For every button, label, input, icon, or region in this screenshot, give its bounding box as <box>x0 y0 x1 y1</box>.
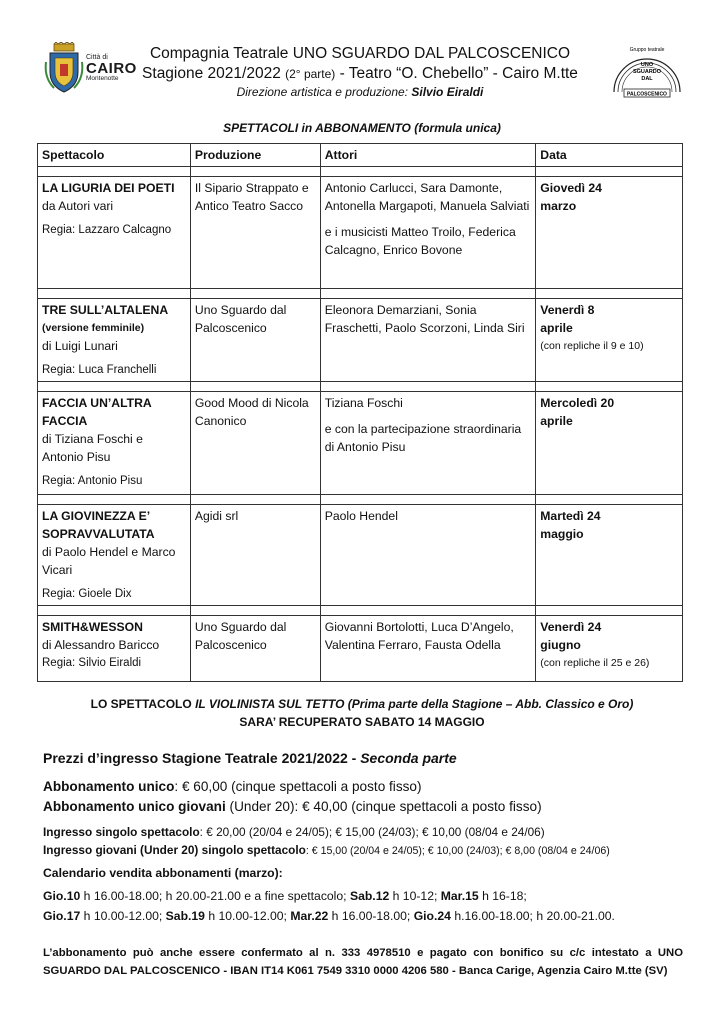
show-subtitle: (versione femminile) <box>42 322 145 334</box>
calendar-day: Sab.19 <box>165 909 205 923</box>
table-header-row <box>38 144 683 167</box>
date-month: marzo <box>540 199 577 213</box>
cell-show <box>38 392 191 495</box>
date-day: Mercoledì 20 <box>540 396 615 410</box>
table-row <box>38 392 683 495</box>
date-note: (con repliche il 25 e 26) <box>540 657 650 669</box>
table-row <box>38 299 683 382</box>
show-author: di Paolo Hendel e Marco Vicari <box>42 545 176 577</box>
cell-date <box>536 177 683 289</box>
show-author: di Tiziana Foschi e Antonio Pisu <box>42 432 143 464</box>
logo-line-1: UNO <box>640 62 654 68</box>
calendar-day: Mar.15 <box>440 889 479 903</box>
season-line <box>130 64 590 84</box>
show-author: da Autori vari <box>42 199 114 213</box>
company-logo-icon <box>608 40 686 100</box>
table-spacer-row <box>38 495 683 505</box>
subscription-prices <box>43 777 542 817</box>
actors-list: Tiziana Foschi <box>324 396 403 410</box>
show-title: TRE SULL’ALTALENA <box>42 303 169 317</box>
notice-line-2: SARA’ RECUPERATO SABATO 14 MAGGIO <box>239 715 485 729</box>
date-month: aprile <box>540 321 573 335</box>
rescheduled-notice <box>0 695 724 731</box>
direction-line <box>130 84 590 100</box>
calendar-hours: h 10.00-12.00; <box>204 909 291 923</box>
payment-footer: L’abbonamento può anche essere confermato al n. 333 4978510 e pagato con bonifico su c/c intestato a UNO SGUARDO DAL PALCOSCENICO - IBAN IT14 K061 7549 3310 0000 4206 580 - Banca Carige, Agenzia Cairo M.tte (SV) <box>43 947 683 977</box>
table-row <box>38 505 683 606</box>
shows-table <box>37 143 683 682</box>
notice-show-title: IL VIOLINISTA SUL TETTO <box>195 697 345 711</box>
table-row <box>38 177 683 289</box>
logo-line-3: DAL <box>641 76 653 82</box>
calendar-day: Sab.12 <box>349 889 390 903</box>
calendar-schedule <box>43 886 693 926</box>
actors-extra: e con la partecipazione straordinaria di Antonio Pisu <box>324 422 522 454</box>
city-crest-icon <box>44 42 84 94</box>
season-theatre: - Teatro “O. Chebello” - Cairo M.tte <box>339 65 578 82</box>
calendar-day: Gio.24 <box>413 909 451 923</box>
notice-part-c: (Prima parte della Stagione – Abb. Classico e Oro) <box>347 697 634 711</box>
calendar-hours: h.16.00-18.00; h 20.00-21.00. <box>450 909 615 923</box>
calendar-hours: h 10.00-12.00; <box>80 909 166 923</box>
date-day: Venerdì 8 <box>540 303 595 317</box>
date-note: (con repliche il 9 e 10) <box>540 340 644 352</box>
prices-title-b: Seconda parte <box>360 750 457 766</box>
cell-production: Agidi srl <box>190 505 320 606</box>
ing1-label: Ingresso singolo spettacolo <box>43 825 200 839</box>
date-month: aprile <box>540 414 573 428</box>
page-header <box>0 36 724 106</box>
company-name: Compagnia Teatrale UNO SGUARDO DAL PALCOSCENICO <box>149 45 571 62</box>
city-name: CAIRO <box>86 60 137 77</box>
calendar-hours: h 16-18; <box>478 889 527 903</box>
table-spacer-row <box>38 382 683 392</box>
date-month: maggio <box>540 527 584 541</box>
city-suffix: Montenotte <box>86 75 119 82</box>
show-title: FACCIA UN’ALTRA FACCIA <box>42 396 152 428</box>
notice-part-a: LO SPETTACOLO <box>90 697 192 711</box>
show-director: Regia: Luca Franchelli <box>42 364 157 376</box>
logo-top-text: Gruppo teatrale <box>629 47 665 53</box>
date-month: giugno <box>540 638 581 652</box>
ing2-label: Ingresso giovani (Under 20) singolo spettacolo <box>43 843 306 857</box>
prices-title <box>43 750 457 766</box>
cell-date <box>536 616 683 682</box>
ing1-value: : € 20,00 (20/04 e 24/05); € 15,00 (24/03); € 10,00 (08/04 e 24/06) <box>199 825 545 839</box>
show-director: Regia: Silvio Eiraldi <box>42 657 142 669</box>
calendar-title: Calendario vendita abbonamenti (marzo): <box>43 866 283 880</box>
cell-actors <box>320 392 536 495</box>
cell-actors: Eleonora Demarziani, Sonia Fraschetti, Paolo Scorzoni, Linda Siri <box>320 299 536 382</box>
date-day: Martedì 24 <box>540 509 601 523</box>
ing2-value: : € 15,00 (20/04 e 24/05); € 10,00 (24/03); € 8,00 (08/04 e 24/06) <box>305 845 610 857</box>
actors-list: Antonio Carlucci, Sara Damonte, Antonella Margapoti, Manuela Salviati <box>324 181 530 213</box>
col-header-production: Produzione <box>190 144 320 167</box>
calendar-hours: h 10-12; <box>389 889 441 903</box>
table-row <box>38 616 683 682</box>
cell-production: Uno Sguardo dal Palcoscenico <box>190 616 320 682</box>
calendar-line-2 <box>43 906 693 926</box>
show-director: Regia: Lazzaro Calcagno <box>42 224 172 236</box>
director-name: Silvio Eiraldi <box>411 85 484 99</box>
cell-show <box>38 177 191 289</box>
logo-line-4: PALCOSCENICO <box>627 91 667 98</box>
table-spacer-row <box>38 606 683 616</box>
cell-show <box>38 505 191 606</box>
section-title: SPETTACOLI in ABBONAMENTO (formula unica) <box>223 121 501 135</box>
show-author: di Luigi Lunari <box>42 339 118 353</box>
calendar-line-1 <box>43 886 693 906</box>
abb1-value: : € 60,00 (cinque spettacoli a posto fisso) <box>174 779 422 794</box>
col-header-show: Spettacolo <box>38 144 191 167</box>
single-ticket-prices <box>43 823 610 860</box>
cell-show <box>38 616 191 682</box>
abb1-label: Abbonamento unico <box>43 779 175 794</box>
col-header-actors: Attori <box>320 144 536 167</box>
calendar-hours: h 16.00-18.00; <box>328 909 414 923</box>
calendar-day: Gio.10 <box>43 889 81 903</box>
cell-actors: Paolo Hendel <box>320 505 536 606</box>
city-prefix: Città di <box>86 54 108 61</box>
abb2-label: Abbonamento unico giovani <box>43 799 226 814</box>
cell-date <box>536 299 683 382</box>
col-header-date: Data <box>536 144 683 167</box>
date-day: Giovedì 24 <box>540 181 602 195</box>
logo-line-2: SGUARDO <box>632 69 662 75</box>
header-title-block <box>130 44 590 100</box>
cell-actors <box>320 177 536 289</box>
cell-date <box>536 392 683 495</box>
calendar-hours: h 16.00-18.00; h 20.00-21.00 e a fine spettacolo; <box>80 889 350 903</box>
cell-production: Good Mood di Nicola Canonico <box>190 392 320 495</box>
table-spacer-row <box>38 289 683 299</box>
cell-actors: Giovanni Bortolotti, Luca D’Angelo, Valentina Ferraro, Fausta Odella <box>320 616 536 682</box>
date-day: Venerdì 24 <box>540 620 602 634</box>
cell-production: Uno Sguardo dal Palcoscenico <box>190 299 320 382</box>
actors-extra: e i musicisti Matteo Troilo, Federica Calcagno, Enrico Bovone <box>324 225 516 257</box>
show-title: LA LIGURIA DEI POETI <box>42 181 175 195</box>
direction-label: Direzione artistica e produzione: <box>236 85 409 99</box>
calendar-day: Gio.17 <box>43 909 81 923</box>
show-title: SMITH&WESSON <box>42 620 143 634</box>
cell-date <box>536 505 683 606</box>
show-title: LA GIOVINEZZA E’ SOPRAVVALUTATA <box>42 509 155 541</box>
season-part: (2° parte) <box>285 67 336 81</box>
cell-show <box>38 299 191 382</box>
cell-production: Il Sipario Strappato e Antico Teatro Sacco <box>190 177 320 289</box>
show-director: Regia: Gioele Dix <box>42 588 132 600</box>
show-author: di Alessandro Baricco <box>42 638 160 652</box>
abb2-value: (Under 20): € 40,00 (cinque spettacoli a posto fisso) <box>225 799 542 814</box>
calendar-day: Mar.22 <box>290 909 329 923</box>
season-years: Stagione 2021/2022 <box>142 65 281 82</box>
show-director: Regia: Antonio Pisu <box>42 475 143 487</box>
prices-title-a: Prezzi d’ingresso Stagione Teatrale 2021/2022 - <box>43 750 357 766</box>
table-spacer-row <box>38 167 683 177</box>
